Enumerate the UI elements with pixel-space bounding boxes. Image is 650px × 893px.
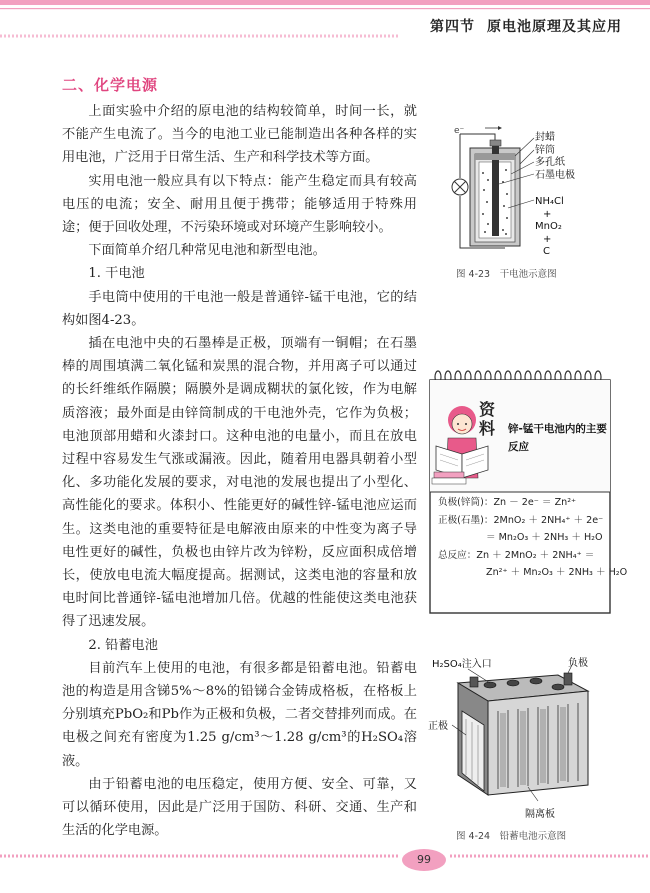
label-positive: 正极 [428,721,448,732]
paragraph: 目前汽车上使用的电池，有很多都是铅蓄电池。铅蓄电池的构造是用含锑5%～8%的铅锑合金铸成格板，在格板上分别填充PbO₂和Pb作为正极和负极，二者交替排列而成。在电极之间充有密度为1.25 g/cm³～1.28 g/cm³的H₂SO₄溶液。 [62,660,417,769]
label-zinc: 锌筒 [535,144,555,156]
figure-caption-4-23: 图 4-23 干电池示意图 [456,269,557,280]
label-wax: 封蜡 [535,132,555,143]
label-graphite: 石墨电极 [535,169,575,181]
label-inlet: H₂SO₄注入口 [432,659,492,670]
label-c: C [543,246,550,257]
electron-label: e⁻ [454,126,465,136]
page-header [430,16,622,36]
dry-cell-labels [535,132,575,259]
figure-caption-4-24: 图 4-24 铅蓄电池示意图 [456,831,567,842]
paragraph: 下面简单介绍几种常见电池和新型电池。 [88,243,326,259]
info-formulas [438,494,628,582]
label-negative: 负极 [568,658,588,669]
paragraph: 插在电池中央的石墨棒是正极，顶端有一铜帽；在石墨棒的周围填满二氧化锰和炭黑的混合物，并用离子可以通过的长纤维纸作隔膜；隔膜外是调成糊状的氯化铵，作为电解质溶液；最外面是由锌筒制成的干电池外壳，它作为负极；电池顶部用蜡和火漆封口。这种电池的电量小，而且在放电过程中容易发生气涨或漏液。因此，随着用电器具朝着小型化、多功能化发展的要求，对电池的发展也提出了小型化、高性能化的要求。体积小、性能更好的碱性锌-锰电池应运而生。这类电池的重要特征是电解液由原来的中性变为离子导电性更好的碱性，负极也由锌片改为锌粉，反应面积成倍增长，使放电电流大幅度提高。据测试，这类电池的容量和放电时间比普通锌-锰电池增加几倍。优越的性能使这类电池获得了迅速发展。 [62,336,417,630]
subheading-lead-battery: 2. 铅蓄电池 [88,637,158,653]
header-section: 第四节 [430,19,475,35]
paragraph: 实用电池一般应具有以下特点：能产生稳定而具有较高电压的电流；安全、耐用且便于携带；能够适用于特殊用途；便于回收处理，不污染环境或对环境产生影响较小。 [62,173,417,236]
label-paper: 多孔纸 [535,157,565,168]
formula-negative: 负极(锌筒)：Zn － 2e⁻ ＝ Zn²⁺ [438,497,577,508]
label-plus: + [543,233,552,245]
label-plus: + [543,208,552,220]
paragraph: 上面实验中介绍的原电池的结构较简单，时间一长，就不能产生电流了。当今的电池工业已能制造出各种各样的实用电池，广泛用于日常生活、生产和科学技术等方面。 [62,104,417,166]
formula-total-cont: Zn²⁺ ＋ Mn₂O₃ ＋ 2NH₃ ＋ H₂O [486,567,628,578]
section-heading: 二、化学电源 [62,76,159,94]
page-number: 99 [417,853,431,866]
lead-battery-diagram [428,655,603,810]
info-title: 锌-锰干电池内的主要反应 [508,423,607,453]
formula-positive: 正极(石墨)：2MnO₂ ＋ 2NH₄⁺ ＋ 2e⁻ [438,514,604,526]
paragraph: 由于铅蓄电池的电压稳定，使用方便、安全、可靠，又可以循环使用，因此是广泛用于国防、科研、交通、生产和生活的化学电源。 [62,776,417,839]
label-separator: 隔离板 [525,809,555,820]
main-text [62,100,417,843]
formula-positive-cont: ＝ Mn₂O₃ ＋ 2NH₃ ＋ H₂O [486,532,603,543]
label-mno2: MnO₂ [535,221,562,232]
info-badge: 资料 [479,400,496,438]
subheading-dry-cell: 1. 干电池 [88,266,145,282]
header-title: 原电池原理及其应用 [487,19,622,35]
label-nh4cl: NH₄Cl [535,196,564,207]
formula-total: 总反应：Zn ＋ 2MnO₂ ＋ 2NH₄⁺ ＝ [438,549,595,561]
footer-bar [0,848,650,878]
paragraph: 手电筒中使用的干电池一般是普通锌-锰干电池，它的结构如图4-23。 [62,289,417,328]
